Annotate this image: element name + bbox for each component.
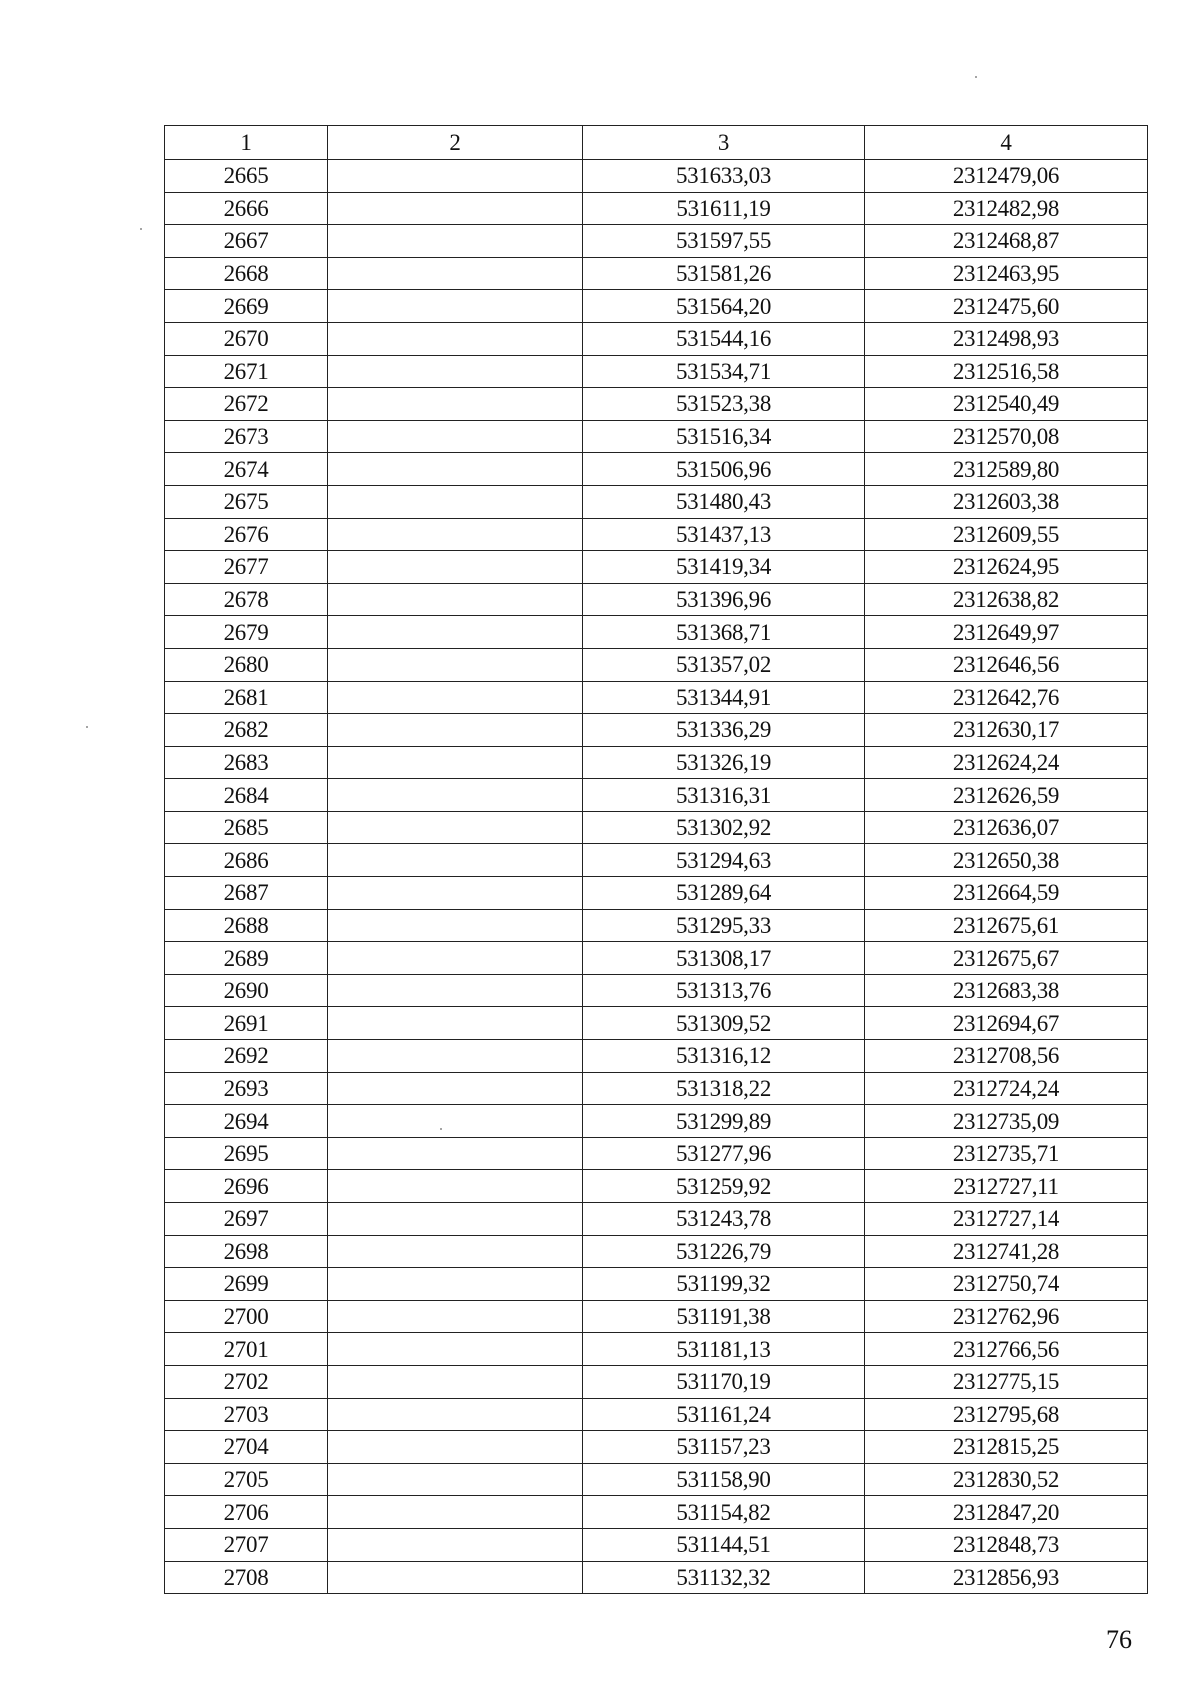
x-coordinate-cell: 531357,02 (583, 648, 865, 681)
table-row (165, 681, 1148, 714)
point-number-cell: 2707 (165, 1528, 328, 1561)
point-number-cell: 2708 (165, 1561, 328, 1594)
point-number-cell: 2684 (165, 779, 328, 812)
table-row (165, 1365, 1148, 1398)
empty-cell (328, 1072, 583, 1105)
point-number-cell: 2689 (165, 942, 328, 975)
empty-cell (328, 225, 583, 258)
table-row (165, 746, 1148, 779)
empty-cell (328, 746, 583, 779)
point-number-cell: 2683 (165, 746, 328, 779)
x-coordinate-cell: 531506,96 (583, 453, 865, 486)
coordinates-table (164, 125, 1148, 1594)
x-coordinate-cell: 531144,51 (583, 1528, 865, 1561)
y-coordinate-cell: 2312724,24 (865, 1072, 1148, 1105)
column-header-4: 4 (865, 126, 1148, 160)
y-coordinate-cell: 2312815,25 (865, 1431, 1148, 1464)
table-row (165, 518, 1148, 551)
table-row (165, 1300, 1148, 1333)
y-coordinate-cell: 2312482,98 (865, 192, 1148, 225)
x-coordinate-cell: 531437,13 (583, 518, 865, 551)
x-coordinate-cell: 531132,32 (583, 1561, 865, 1594)
table-row (165, 714, 1148, 747)
table-row (165, 355, 1148, 388)
column-header-1: 1 (165, 126, 328, 160)
point-number-cell: 2677 (165, 551, 328, 584)
y-coordinate-cell: 2312650,38 (865, 844, 1148, 877)
x-coordinate-cell: 531316,31 (583, 779, 865, 812)
y-coordinate-cell: 2312735,71 (865, 1137, 1148, 1170)
y-coordinate-cell: 2312727,11 (865, 1170, 1148, 1203)
point-number-cell: 2690 (165, 974, 328, 1007)
point-number-cell: 2701 (165, 1333, 328, 1366)
x-coordinate-cell: 531199,32 (583, 1268, 865, 1301)
point-number-cell: 2681 (165, 681, 328, 714)
x-coordinate-cell: 531344,91 (583, 681, 865, 714)
y-coordinate-cell: 2312750,74 (865, 1268, 1148, 1301)
empty-cell (328, 453, 583, 486)
table-body (165, 160, 1148, 1594)
empty-cell (328, 1235, 583, 1268)
table-row (165, 1463, 1148, 1496)
x-coordinate-cell: 531170,19 (583, 1365, 865, 1398)
y-coordinate-cell: 2312848,73 (865, 1528, 1148, 1561)
y-coordinate-cell: 2312463,95 (865, 257, 1148, 290)
table-row (165, 909, 1148, 942)
point-number-cell: 2696 (165, 1170, 328, 1203)
point-number-cell: 2685 (165, 811, 328, 844)
table-row (165, 811, 1148, 844)
y-coordinate-cell: 2312498,93 (865, 322, 1148, 355)
empty-cell (328, 322, 583, 355)
point-number-cell: 2706 (165, 1496, 328, 1529)
y-coordinate-cell: 2312540,49 (865, 388, 1148, 421)
point-number-cell: 2699 (165, 1268, 328, 1301)
x-coordinate-cell: 531611,19 (583, 192, 865, 225)
x-coordinate-cell: 531523,38 (583, 388, 865, 421)
page-number: 76 (1106, 1625, 1132, 1654)
table-row (165, 1333, 1148, 1366)
y-coordinate-cell: 2312675,67 (865, 942, 1148, 975)
y-coordinate-cell: 2312603,38 (865, 485, 1148, 518)
x-coordinate-cell: 531294,63 (583, 844, 865, 877)
point-number-cell: 2693 (165, 1072, 328, 1105)
point-number-cell: 2688 (165, 909, 328, 942)
x-coordinate-cell: 531581,26 (583, 257, 865, 290)
empty-cell (328, 1170, 583, 1203)
empty-cell (328, 1333, 583, 1366)
empty-cell (328, 1398, 583, 1431)
table-row (165, 974, 1148, 1007)
x-coordinate-cell: 531597,55 (583, 225, 865, 258)
table-row (165, 844, 1148, 877)
point-number-cell: 2697 (165, 1203, 328, 1236)
empty-cell (328, 1105, 583, 1138)
x-coordinate-cell: 531480,43 (583, 485, 865, 518)
empty-cell (328, 942, 583, 975)
empty-cell (328, 192, 583, 225)
point-number-cell: 2691 (165, 1007, 328, 1040)
empty-cell (328, 1561, 583, 1594)
y-coordinate-cell: 2312516,58 (865, 355, 1148, 388)
y-coordinate-cell: 2312636,07 (865, 811, 1148, 844)
point-number-cell: 2705 (165, 1463, 328, 1496)
y-coordinate-cell: 2312847,20 (865, 1496, 1148, 1529)
x-coordinate-cell: 531564,20 (583, 290, 865, 323)
table-row (165, 1268, 1148, 1301)
empty-cell (328, 974, 583, 1007)
empty-cell (328, 1463, 583, 1496)
point-number-cell: 2679 (165, 616, 328, 649)
x-coordinate-cell: 531318,22 (583, 1072, 865, 1105)
table-row (165, 583, 1148, 616)
y-coordinate-cell: 2312642,76 (865, 681, 1148, 714)
x-coordinate-cell: 531316,12 (583, 1040, 865, 1073)
x-coordinate-cell: 531309,52 (583, 1007, 865, 1040)
point-number-cell: 2687 (165, 877, 328, 910)
point-number-cell: 2680 (165, 648, 328, 681)
empty-cell (328, 1496, 583, 1529)
empty-cell (328, 779, 583, 812)
y-coordinate-cell: 2312708,56 (865, 1040, 1148, 1073)
x-coordinate-cell: 531158,90 (583, 1463, 865, 1496)
table-row (165, 225, 1148, 258)
x-coordinate-cell: 531368,71 (583, 616, 865, 649)
table-row (165, 388, 1148, 421)
x-coordinate-cell: 531157,23 (583, 1431, 865, 1464)
point-number-cell: 2673 (165, 420, 328, 453)
x-coordinate-cell: 531534,71 (583, 355, 865, 388)
point-number-cell: 2674 (165, 453, 328, 486)
x-coordinate-cell: 531308,17 (583, 942, 865, 975)
scan-speck (975, 76, 977, 78)
point-number-cell: 2671 (165, 355, 328, 388)
x-coordinate-cell: 531336,29 (583, 714, 865, 747)
empty-cell (328, 583, 583, 616)
y-coordinate-cell: 2312735,09 (865, 1105, 1148, 1138)
x-coordinate-cell: 531277,96 (583, 1137, 865, 1170)
point-number-cell: 2678 (165, 583, 328, 616)
empty-cell (328, 1007, 583, 1040)
point-number-cell: 2667 (165, 225, 328, 258)
point-number-cell: 2666 (165, 192, 328, 225)
table-row (165, 1528, 1148, 1561)
point-number-cell: 2698 (165, 1235, 328, 1268)
table-row (165, 420, 1148, 453)
empty-cell (328, 388, 583, 421)
empty-cell (328, 844, 583, 877)
y-coordinate-cell: 2312741,28 (865, 1235, 1148, 1268)
y-coordinate-cell: 2312624,24 (865, 746, 1148, 779)
empty-cell (328, 1300, 583, 1333)
empty-cell (328, 714, 583, 747)
y-coordinate-cell: 2312649,97 (865, 616, 1148, 649)
column-header-2: 2 (328, 126, 583, 160)
y-coordinate-cell: 2312646,56 (865, 648, 1148, 681)
y-coordinate-cell: 2312630,17 (865, 714, 1148, 747)
table-row (165, 1398, 1148, 1431)
table-row (165, 1170, 1148, 1203)
y-coordinate-cell: 2312762,96 (865, 1300, 1148, 1333)
y-coordinate-cell: 2312766,56 (865, 1333, 1148, 1366)
x-coordinate-cell: 531419,34 (583, 551, 865, 584)
empty-cell (328, 909, 583, 942)
empty-cell (328, 1203, 583, 1236)
point-number-cell: 2700 (165, 1300, 328, 1333)
table-row (165, 1203, 1148, 1236)
empty-cell (328, 1365, 583, 1398)
x-coordinate-cell: 531259,92 (583, 1170, 865, 1203)
y-coordinate-cell: 2312475,60 (865, 290, 1148, 323)
x-coordinate-cell: 531544,16 (583, 322, 865, 355)
point-number-cell: 2670 (165, 322, 328, 355)
empty-cell (328, 1268, 583, 1301)
y-coordinate-cell: 2312570,08 (865, 420, 1148, 453)
table-row (165, 1105, 1148, 1138)
point-number-cell: 2676 (165, 518, 328, 551)
x-coordinate-cell: 531191,38 (583, 1300, 865, 1333)
y-coordinate-cell: 2312468,87 (865, 225, 1148, 258)
empty-cell (328, 877, 583, 910)
point-number-cell: 2692 (165, 1040, 328, 1073)
empty-cell (328, 1431, 583, 1464)
y-coordinate-cell: 2312795,68 (865, 1398, 1148, 1431)
empty-cell (328, 518, 583, 551)
y-coordinate-cell: 2312626,59 (865, 779, 1148, 812)
table-row (165, 485, 1148, 518)
table-row (165, 551, 1148, 584)
empty-cell (328, 616, 583, 649)
empty-cell (328, 420, 583, 453)
table-row (165, 1561, 1148, 1594)
point-number-cell: 2675 (165, 485, 328, 518)
x-coordinate-cell: 531161,24 (583, 1398, 865, 1431)
point-number-cell: 2703 (165, 1398, 328, 1431)
point-number-cell: 2695 (165, 1137, 328, 1170)
table-header-row (165, 126, 1148, 160)
empty-cell (328, 811, 583, 844)
point-number-cell: 2702 (165, 1365, 328, 1398)
point-number-cell: 2672 (165, 388, 328, 421)
y-coordinate-cell: 2312624,95 (865, 551, 1148, 584)
table-row (165, 257, 1148, 290)
table-row (165, 1072, 1148, 1105)
y-coordinate-cell: 2312589,80 (865, 453, 1148, 486)
y-coordinate-cell: 2312664,59 (865, 877, 1148, 910)
x-coordinate-cell: 531289,64 (583, 877, 865, 910)
y-coordinate-cell: 2312638,82 (865, 583, 1148, 616)
point-number-cell: 2686 (165, 844, 328, 877)
table-row (165, 942, 1148, 975)
x-coordinate-cell: 531313,76 (583, 974, 865, 1007)
table-row (165, 779, 1148, 812)
y-coordinate-cell: 2312694,67 (865, 1007, 1148, 1040)
x-coordinate-cell: 531299,89 (583, 1105, 865, 1138)
y-coordinate-cell: 2312775,15 (865, 1365, 1148, 1398)
empty-cell (328, 290, 583, 323)
x-coordinate-cell: 531243,78 (583, 1203, 865, 1236)
empty-cell (328, 551, 583, 584)
y-coordinate-cell: 2312683,38 (865, 974, 1148, 1007)
y-coordinate-cell: 2312727,14 (865, 1203, 1148, 1236)
table-row (165, 1496, 1148, 1529)
table-row (165, 192, 1148, 225)
x-coordinate-cell: 531181,13 (583, 1333, 865, 1366)
x-coordinate-cell: 531516,34 (583, 420, 865, 453)
table-row (165, 1235, 1148, 1268)
point-number-cell: 2668 (165, 257, 328, 290)
x-coordinate-cell: 531633,03 (583, 160, 865, 193)
table-row (165, 160, 1148, 193)
point-number-cell: 2704 (165, 1431, 328, 1464)
empty-cell (328, 160, 583, 193)
empty-cell (328, 355, 583, 388)
table-row (165, 648, 1148, 681)
table-row (165, 1431, 1148, 1464)
table-row (165, 453, 1148, 486)
table-row (165, 1040, 1148, 1073)
table-row (165, 290, 1148, 323)
table-row (165, 1007, 1148, 1040)
empty-cell (328, 681, 583, 714)
y-coordinate-cell: 2312609,55 (865, 518, 1148, 551)
empty-cell (328, 648, 583, 681)
y-coordinate-cell: 2312479,06 (865, 160, 1148, 193)
scan-speck (140, 228, 142, 230)
x-coordinate-cell: 531295,33 (583, 909, 865, 942)
point-number-cell: 2665 (165, 160, 328, 193)
y-coordinate-cell: 2312675,61 (865, 909, 1148, 942)
empty-cell (328, 485, 583, 518)
point-number-cell: 2682 (165, 714, 328, 747)
point-number-cell: 2694 (165, 1105, 328, 1138)
empty-cell (328, 1040, 583, 1073)
scan-speck (86, 726, 88, 728)
empty-cell (328, 257, 583, 290)
point-number-cell: 2669 (165, 290, 328, 323)
x-coordinate-cell: 531326,19 (583, 746, 865, 779)
x-coordinate-cell: 531226,79 (583, 1235, 865, 1268)
x-coordinate-cell: 531396,96 (583, 583, 865, 616)
table-row (165, 322, 1148, 355)
column-header-3: 3 (583, 126, 865, 160)
table-row (165, 616, 1148, 649)
x-coordinate-cell: 531154,82 (583, 1496, 865, 1529)
table-row (165, 1137, 1148, 1170)
table-row (165, 877, 1148, 910)
scan-speck (440, 1128, 442, 1130)
y-coordinate-cell: 2312830,52 (865, 1463, 1148, 1496)
y-coordinate-cell: 2312856,93 (865, 1561, 1148, 1594)
x-coordinate-cell: 531302,92 (583, 811, 865, 844)
empty-cell (328, 1528, 583, 1561)
empty-cell (328, 1137, 583, 1170)
